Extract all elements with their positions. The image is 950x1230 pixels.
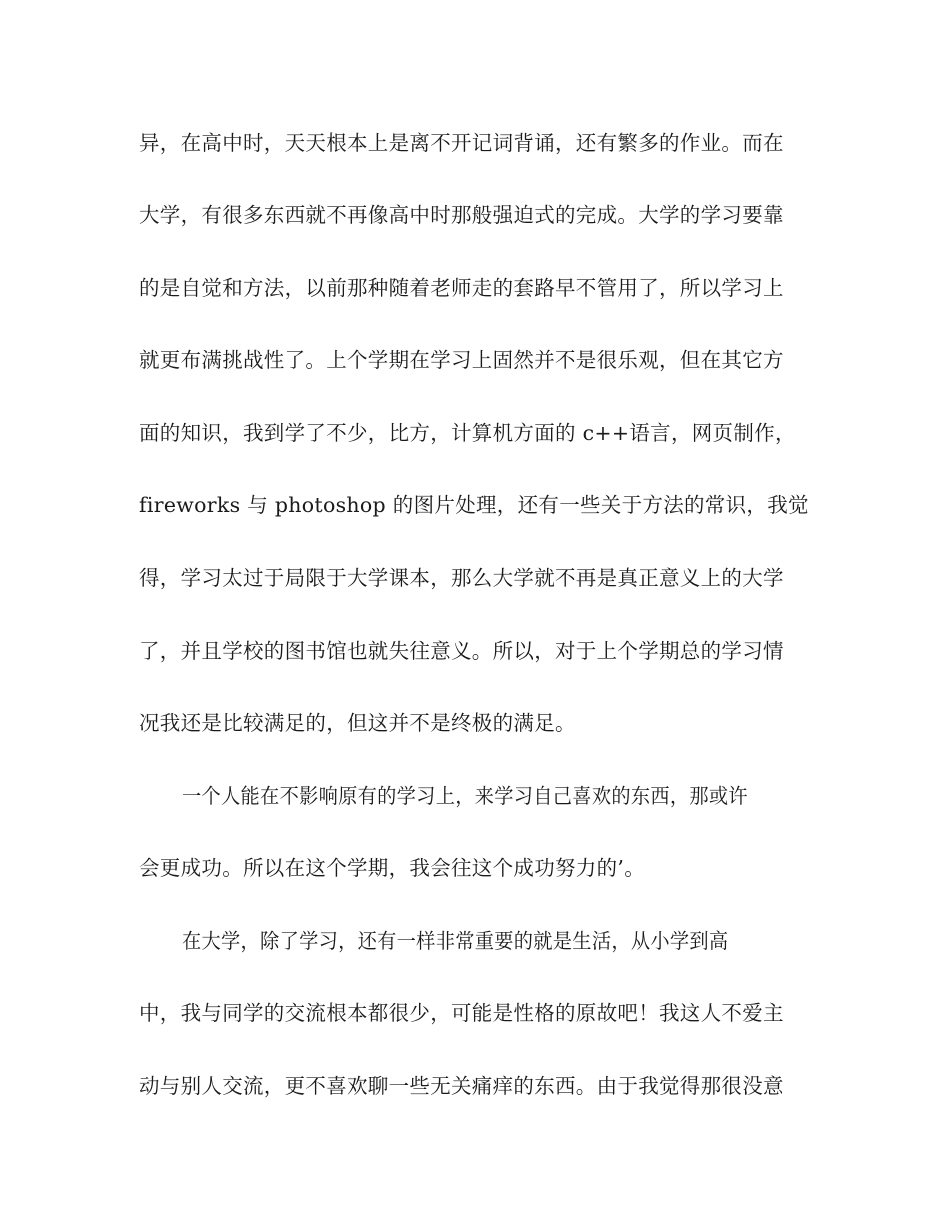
text-line: 得，学习太过于局限于大学课本，那么大学就不再是真正意义上的大学 (139, 566, 784, 590)
text-line: 异，在高中时，天天根本上是离不开记词背诵，还有繁多的作业。而在 (139, 131, 784, 155)
text-line: 会更成功。所以在这个学期，我会往这个成功努力的’。 (139, 856, 646, 880)
paragraph-first-line: 一个人能在不影响原有的学习上，来学习自己喜欢的东西，那或许 (182, 784, 748, 808)
text-line: 况我还是比较满足的，但这并不是终极的满足。 (139, 711, 576, 735)
text-line: 了，并且学校的图书馆也就失往意义。所以，对于上个学期总的学习情 (139, 639, 784, 663)
text-line: fireworks 与 photoshop 的图片处理，还有一些关于方法的常识，我觉 (139, 493, 809, 517)
text-line: 面的知识，我到学了不少，比方，计算机方面的 c++语言，网页制作， (139, 421, 796, 445)
text-line: 大学，有很多东西就不再像高中时那般强迫式的完成。大学的学习要靠 (139, 203, 784, 227)
text-line: 就更布满挑战性了。上个学期在学习上固然并不是很乐观，但在其它方 (139, 348, 784, 372)
text-line: 动与别人交流，更不喜欢聊一些无关痛痒的东西。由于我觉得那很没意 (139, 1074, 784, 1098)
paragraph-first-line: 在大学，除了学习，还有一样非常重要的就是生活，从小学到高 (182, 929, 729, 953)
text-line: 的是自觉和方法，以前那种随着老师走的套路早不管用了，所以学习上 (139, 276, 784, 300)
text-line: 中，我与同学的交流根本都很少，可能是性格的原故吧！我这人不爱主 (139, 1001, 784, 1025)
